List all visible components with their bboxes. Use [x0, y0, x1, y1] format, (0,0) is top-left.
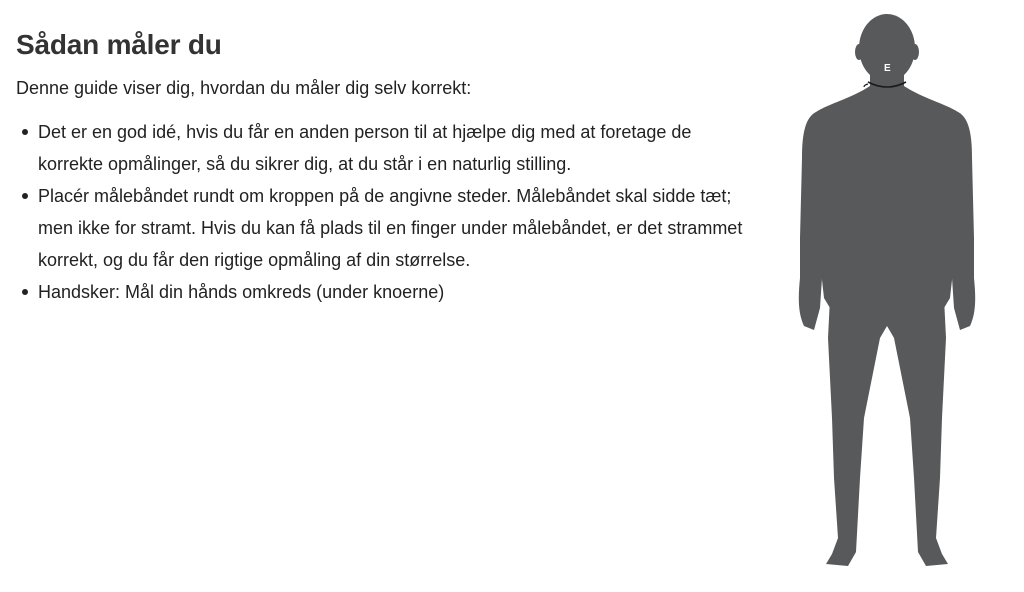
intro-text: Denne guide viser dig, hvordan du måler dig selv korrekt:	[16, 78, 472, 98]
marker-label: E	[884, 63, 891, 74]
measure-tips-list	[16, 116, 756, 308]
measure-guide-text	[16, 22, 756, 308]
page-title: Sådan måler du	[16, 29, 222, 60]
list-item: Det er en god idé, hvis du får en anden person til at hjælpe dig med at foretage de korrekte opmålinger, så du sikrer dig, at du står i en naturlig stilling.	[38, 116, 756, 180]
list-item: Handsker: Mål din hånds omkreds (under knoerne)	[38, 276, 756, 308]
body-silhouette-icon	[790, 8, 990, 574]
list-item: Placér målebåndet rundt om kroppen på de angivne steder. Målebåndet skal sidde tæt; men ikke for stramt. Hvis du kan få plads til en finger under målebåndet, er det strammet korrekt, og du får den rigtige opmåling af din størrelse.	[38, 180, 756, 276]
body-figure	[790, 8, 990, 574]
